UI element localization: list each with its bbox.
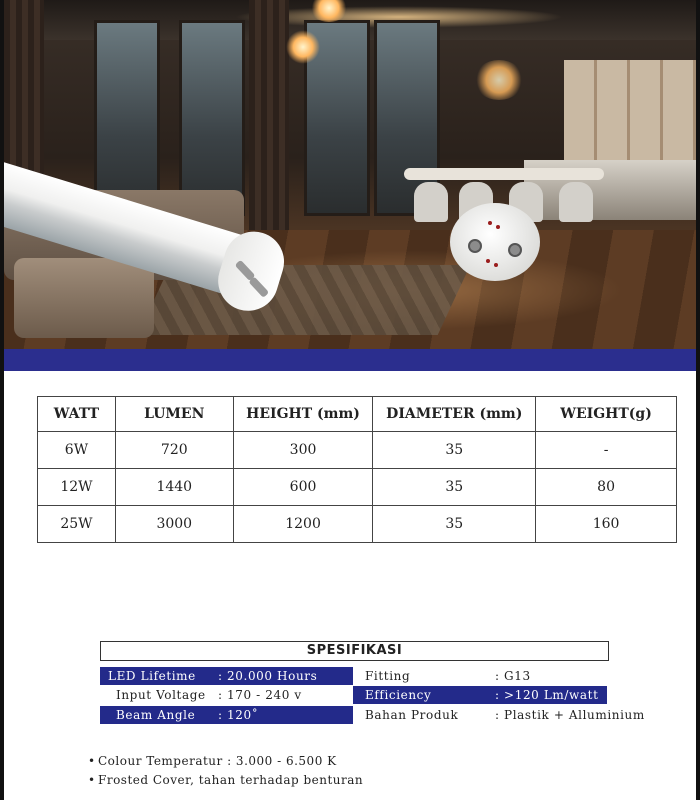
cell-diameter: 35 xyxy=(373,469,536,506)
cell-lumen: 720 xyxy=(115,432,233,469)
table-row xyxy=(38,469,677,506)
product-page xyxy=(4,0,696,800)
spec-item-input-voltage xyxy=(100,686,353,704)
cell-weight: 160 xyxy=(536,506,677,543)
table-row xyxy=(38,506,677,543)
header-lumen: LUMEN xyxy=(115,397,233,432)
dining-chair xyxy=(559,182,593,222)
header-height: HEIGHT (mm) xyxy=(233,397,373,432)
spec-item-bahan-produk xyxy=(353,706,683,724)
cell-diameter: 35 xyxy=(373,432,536,469)
header-watt: WATT xyxy=(38,397,116,432)
spec-value: : Plastik + Alluminium xyxy=(495,708,645,722)
spec-value: : 170 - 240 v xyxy=(218,688,302,702)
spec-label: Bahan Produk xyxy=(365,708,459,722)
spec-label: Fitting xyxy=(365,669,411,683)
spec-label: Efficiency xyxy=(365,688,432,702)
cell-weight: - xyxy=(536,432,677,469)
window xyxy=(179,20,245,216)
table-row xyxy=(38,432,677,469)
note-text: Frosted Cover, tahan terhadap benturan xyxy=(98,773,364,787)
header-weight: WEIGHT(g) xyxy=(536,397,677,432)
dining-chair xyxy=(414,182,448,222)
bullet: • xyxy=(88,773,96,787)
window xyxy=(94,20,160,216)
cap-dot xyxy=(496,225,500,229)
cell-watt: 6W xyxy=(38,432,116,469)
cell-lumen: 1440 xyxy=(115,469,233,506)
spec-item-efficiency xyxy=(353,686,607,704)
spec-label: LED Lifetime xyxy=(108,669,196,683)
cell-height: 1200 xyxy=(233,506,373,543)
cell-height: 600 xyxy=(233,469,373,506)
list-item xyxy=(88,771,363,790)
cell-watt: 12W xyxy=(38,469,116,506)
hero-photo xyxy=(4,0,696,350)
cell-height: 300 xyxy=(233,432,373,469)
note-text: Colour Temperatur : 3.000 - 6.500 K xyxy=(98,754,337,768)
spec-title: SPESIFIKASI xyxy=(100,641,609,661)
spec-item-fitting xyxy=(353,667,607,685)
cap-pin xyxy=(468,239,482,253)
product-table xyxy=(37,396,677,543)
spec-value: : >120 Lm/watt xyxy=(495,688,599,702)
cap-dot xyxy=(494,263,498,267)
spec-value: : 20.000 Hours xyxy=(218,669,318,683)
accent-band xyxy=(4,349,696,371)
spec-label: Beam Angle xyxy=(116,708,196,722)
table-header-row xyxy=(38,397,677,432)
wall-lamp xyxy=(286,30,320,64)
cap-dot xyxy=(488,221,492,225)
bullet: • xyxy=(88,754,96,768)
spec-value: : G13 xyxy=(495,669,531,683)
cap-dot xyxy=(486,259,490,263)
cell-weight: 80 xyxy=(536,469,677,506)
header-diameter: DIAMETER (mm) xyxy=(373,397,536,432)
curtain xyxy=(249,0,289,260)
dining-table xyxy=(404,168,604,180)
cell-lumen: 3000 xyxy=(115,506,233,543)
spec-item-led-lifetime xyxy=(100,667,353,685)
feature-notes xyxy=(88,752,363,790)
pendant-lamp xyxy=(474,60,524,100)
cell-watt: 25W xyxy=(38,506,116,543)
list-item xyxy=(88,752,363,771)
cap-pin xyxy=(508,243,522,257)
spec-item-beam-angle xyxy=(100,706,353,724)
cell-diameter: 35 xyxy=(373,506,536,543)
spec-value: : 120˚ xyxy=(218,708,259,722)
led-tube-end-cap xyxy=(450,203,540,281)
spec-label: Input Voltage xyxy=(116,688,206,702)
